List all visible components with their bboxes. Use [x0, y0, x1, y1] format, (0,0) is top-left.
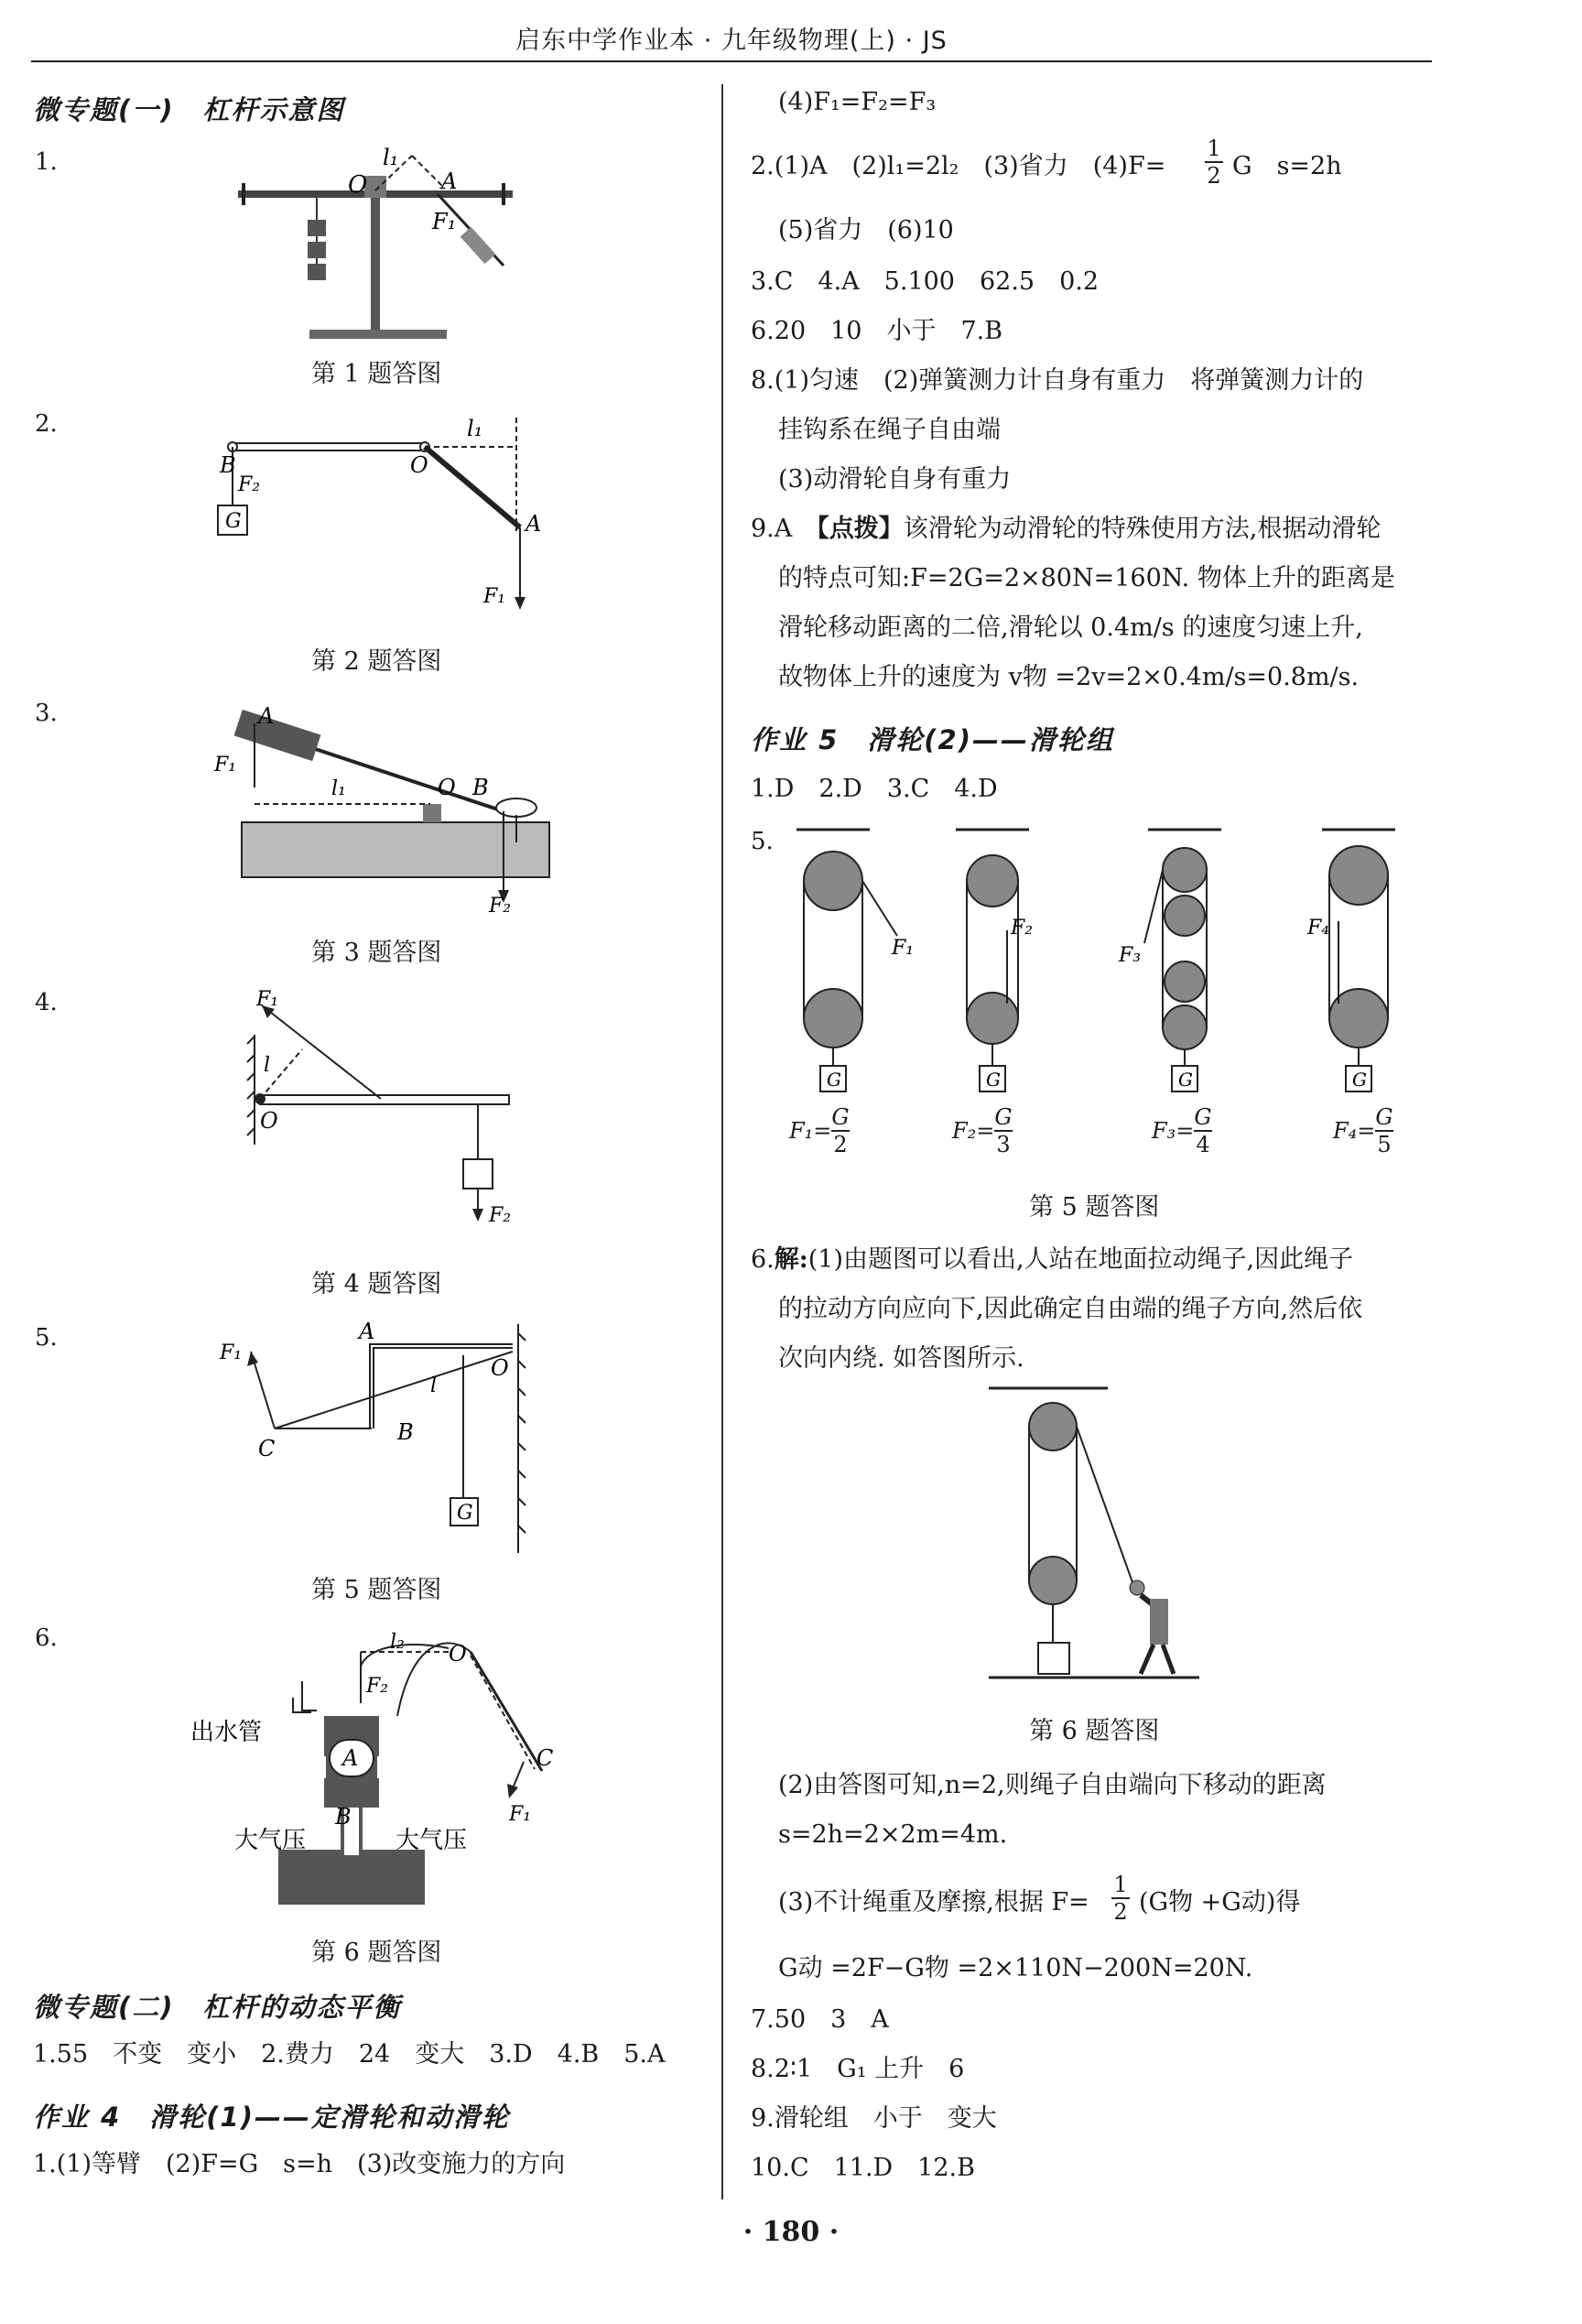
formula-den: 5: [1377, 1132, 1392, 1157]
q3-label-o: O: [438, 775, 456, 800]
answer-line: 故物体上升的速度为 v物 =2v=2×0.4m/s=0.8m/s.: [778, 663, 1360, 691]
tail-answer: 10.C 11.D 12.B: [751, 2154, 975, 2182]
fraction-numerator: 1: [1207, 136, 1221, 161]
answer-line: (5)省力 (6)10: [778, 216, 954, 244]
q6-right-line: 次向内绕. 如答图所示.: [778, 1344, 1024, 1373]
q6-more-line: s=2h=2×2m=4m.: [778, 1820, 1008, 1849]
q6-more-line: (3)不计绳重及摩擦,根据 F=: [778, 1888, 1089, 1917]
q2-number: 2.: [35, 410, 58, 438]
formula-num: G: [1375, 1104, 1393, 1130]
formula-fraction: [994, 1104, 1012, 1157]
answer-line: 滑轮移动距离的二倍,滑轮以 0.4m/s 的速度匀速上升,: [778, 614, 1363, 642]
q6-label-air-left: 大气压: [234, 1827, 307, 1854]
formula-den: 4: [1196, 1132, 1210, 1157]
q4-figure: [220, 980, 531, 1227]
q5-label-c: C: [258, 1436, 276, 1461]
q5-label-b: B: [397, 1419, 414, 1445]
section-title-homework4: 作业 4 滑轮(1)——定滑轮和动滑轮: [33, 2101, 510, 2133]
q5-figure: [211, 1315, 540, 1562]
section-title-dynamic-balance: 微专题(二) 杠杆的动态平衡: [33, 1992, 402, 2023]
formula-fraction: [831, 1104, 849, 1157]
q6-right-text: (1)由题图可以看出,人站在地面拉动绳子,因此绳子: [807, 1245, 1354, 1274]
q6-label-c: C: [536, 1745, 554, 1771]
q5-number: 5.: [35, 1324, 58, 1352]
q1-label-f1: F₁: [432, 209, 457, 234]
q4-label-l: l: [264, 1054, 271, 1077]
q1-label-o: O: [348, 171, 368, 199]
q6-number: 6.: [35, 1624, 58, 1652]
formula-fraction: [1194, 1104, 1211, 1157]
answer-line: [751, 511, 1381, 548]
q6-label-l2: l₂: [390, 1631, 405, 1654]
q6-more-line: G动 =2F−G物 =2×110N−200N=20N.: [778, 1954, 1253, 1982]
q1-number: 1.: [35, 148, 58, 176]
q5-label-o: O: [491, 1355, 509, 1381]
homework4-answer-1: 1.(1)等臂 (2)F=G s=h (3)改变施力的方向: [33, 2150, 566, 2178]
q6-more-line: (2)由答图可知,n=2,则绳子自由端向下移动的距离: [778, 1771, 1327, 1799]
pulley3-g: G: [1178, 1069, 1193, 1091]
q5-caption: 第 5 题答图: [311, 1576, 442, 1604]
q3-label-f1: F₁: [214, 754, 237, 776]
solution-label: 解:: [774, 1245, 808, 1274]
q2-figure: [201, 403, 568, 623]
q6-label-o: O: [449, 1641, 467, 1667]
q6-caption: 第 6 题答图: [311, 1938, 442, 1967]
fraction-half: [1111, 1872, 1130, 1925]
answer-line: 6.20 10 小于 7.B: [751, 317, 1003, 345]
pulley2-force-label: F₂: [1011, 917, 1034, 939]
formula-num: G: [831, 1104, 850, 1130]
q6-right-caption: 第 6 题答图: [1029, 1717, 1160, 1745]
q5-label-l: l: [430, 1374, 438, 1397]
q6-label-f1: F₁: [509, 1803, 532, 1826]
page-header: 启东中学作业本 · 九年级物理(上) · JS: [515, 27, 948, 55]
q6-label-b: B: [335, 1804, 352, 1830]
pulley3-formula: [1152, 1104, 1212, 1157]
answer-line: 8.(1)匀速 (2)弹簧测力计自身有重力 将弹簧测力计的: [751, 366, 1364, 395]
formula-num: G: [994, 1104, 1013, 1130]
q4-number: 4.: [35, 989, 58, 1016]
q9-text: 该滑轮为动滑轮的特殊使用方法,根据动滑轮: [903, 515, 1382, 543]
q1-label-a: A: [441, 168, 458, 194]
q6-figure: [183, 1621, 577, 1914]
answer-line: 挂钩系在绳子自由端: [778, 416, 1001, 444]
q9-prefix: 9.A: [751, 515, 818, 543]
pulley1-g: G: [827, 1069, 841, 1091]
q3-number: 3.: [35, 700, 58, 727]
answer-line: (3)动滑轮自身有重力: [778, 465, 1012, 494]
section2-answers: 1.55 不变 变小 2.费力 24 变大 3.D 4.B 5.A: [33, 2040, 666, 2069]
fraction-denominator: 2: [1113, 1899, 1128, 1925]
header-rule: [31, 60, 1432, 62]
q2-label-l1: l₁: [467, 416, 483, 441]
q2-label-b: B: [220, 452, 236, 478]
pulley2-formula: [952, 1104, 1013, 1157]
answer-line: (4)F₁=F₂=F₃: [778, 88, 937, 116]
pulley1-force-label: F₁: [892, 937, 915, 960]
hint-label: 【点拨】: [817, 515, 904, 543]
q6-right-figure: [980, 1379, 1218, 1690]
q5-right-number: 5.: [751, 828, 774, 855]
pulley-system-4: [1306, 830, 1395, 1091]
q4-label-f2: F₂: [489, 1204, 512, 1227]
q6-right-line: 的拉动方向应向下,因此确定自由端的绳子方向,然后依: [778, 1295, 1363, 1323]
section-title-lever-diagram: 微专题(一) 杠杆示意图: [33, 94, 345, 125]
pulley4-formula: [1333, 1104, 1393, 1157]
q2-label-f2: F₂: [238, 473, 261, 496]
q3-caption: 第 3 题答图: [311, 939, 442, 967]
q2-caption: 第 2 题答图: [311, 647, 442, 676]
q6-label-f2: F₂: [366, 1675, 389, 1698]
tail-answer: 8.2∶1 G₁ 上升 6: [751, 2055, 965, 2083]
q5-label-g: G: [457, 1502, 473, 1525]
q2-label-o: O: [410, 452, 428, 478]
q6-label-outlet: 出水管: [190, 1719, 263, 1746]
tail-answer: 7.50 3 A: [751, 2005, 889, 2034]
q1-caption: 第 1 题答图: [311, 360, 442, 388]
formula-lhs: F₂=: [952, 1118, 995, 1144]
pulley2-g: G: [986, 1069, 1001, 1091]
q3-label-l1: l₁: [331, 777, 346, 800]
pulley4-force-label: F₄: [1307, 917, 1330, 939]
q6-label-air-right: 大气压: [396, 1827, 468, 1854]
section-title-homework5: 作业 5 滑轮(2)——滑轮组: [751, 724, 1114, 755]
q4-label-o: O: [260, 1108, 278, 1134]
q6-more-line: (G物 +G动)得: [1139, 1888, 1301, 1917]
tail-answer: 9.滑轮组 小于 变大: [751, 2104, 997, 2133]
q2-label-f1: F₁: [483, 585, 506, 608]
answer-line: 3.C 4.A 5.100 62.5 0.2: [751, 267, 1100, 296]
fraction-numerator: 1: [1113, 1872, 1128, 1897]
formula-lhs: F₄=: [1333, 1118, 1376, 1144]
q6-label-a: A: [342, 1745, 359, 1771]
page-number: · 180 ·: [742, 2216, 840, 2248]
pulley-system-3: [1118, 830, 1221, 1091]
formula-lhs: F₃=: [1152, 1118, 1195, 1144]
q5-label-f1: F₁: [220, 1341, 243, 1364]
answer-line: 2.(1)A (2)l₁=2l₂ (3)省力 (4)F=: [751, 152, 1166, 180]
q6-right-line: [751, 1242, 1353, 1278]
formula-den: 2: [833, 1132, 848, 1157]
q1-label-l1: l₁: [383, 147, 399, 170]
pulley-system-1: [796, 830, 914, 1091]
pulley3-force-label: F₃: [1119, 944, 1142, 967]
q3-figure: [211, 696, 577, 916]
q5-label-a: A: [359, 1319, 375, 1344]
q3-label-b: B: [472, 775, 489, 800]
homework5-answers-1-4: 1.D 2.D 3.C 4.D: [751, 775, 998, 803]
pulley4-g: G: [1352, 1069, 1367, 1091]
fraction-half: [1205, 136, 1223, 189]
formula-den: 3: [996, 1132, 1011, 1157]
q6-right-num: 6.: [751, 1245, 775, 1274]
formula-num: G: [1194, 1104, 1212, 1130]
q2-label-a: A: [526, 511, 542, 537]
q2-label-g: G: [225, 510, 242, 533]
q3-label-a: A: [258, 703, 275, 729]
answer-line: 的特点可知:F=2G=2×80N=160N. 物体上升的距离是: [778, 564, 1395, 592]
formula-fraction: [1375, 1104, 1392, 1157]
q5-right-caption: 第 5 题答图: [1029, 1193, 1160, 1222]
formula-lhs: F₁=: [789, 1118, 832, 1144]
pulley1-formula: [789, 1104, 850, 1157]
q1-figure: [229, 147, 531, 339]
q4-caption: 第 4 题答图: [311, 1270, 442, 1298]
q4-label-f1: F₁: [256, 988, 279, 1011]
answer-line: G s=2h: [1232, 152, 1342, 180]
pulley-system-2: [956, 830, 1033, 1091]
q3-label-f2: F₂: [489, 895, 512, 916]
column-divider: [721, 84, 723, 2199]
fraction-denominator: 2: [1207, 163, 1221, 189]
